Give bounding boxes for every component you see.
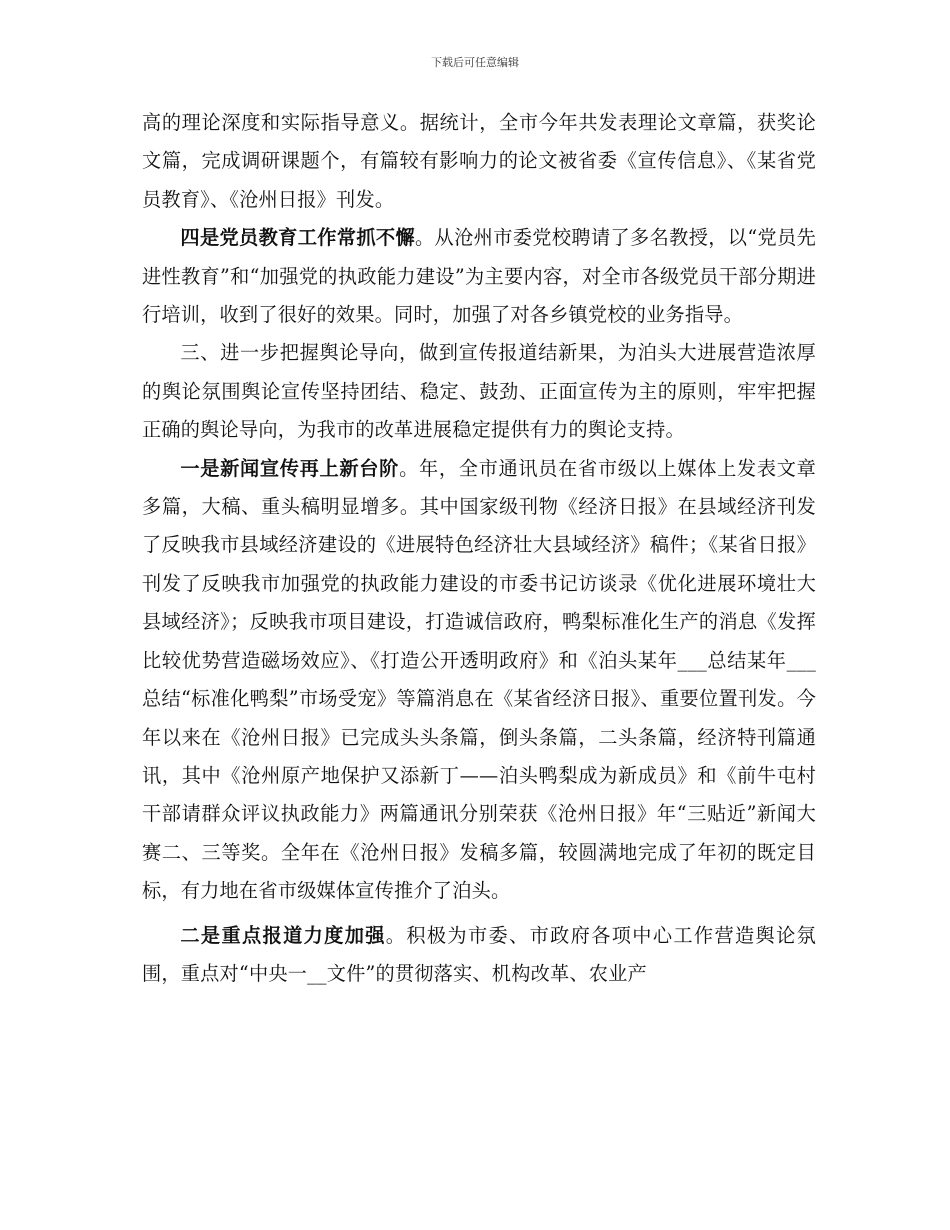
- paragraph-text: 三、进一步把握舆论导向，做到宣传报道结新果，为泊头大进展营造浓厚的舆论氛围舆论宣传坚持团结、稳定、鼓劲、正面宣传为主的原则，牢牢把握正确的舆论导向，为我市的改革进展稳定提供有力的舆论支持。: [142, 341, 816, 442]
- document-body: [142, 104, 816, 993]
- paragraph-lead: 四是党员教育工作常抓不懈: [180, 226, 415, 250]
- paragraph: [142, 334, 816, 449]
- paragraph: [142, 104, 816, 219]
- page-header: 下载后可任意编辑: [431, 56, 519, 69]
- paragraph: [142, 450, 816, 911]
- paragraph-lead: 二是重点报道力度加强: [180, 923, 386, 947]
- paragraph-text: 高的理论深度和实际指导意义。据统计，全市今年共发表理论文章篇，获奖论文篇，完成调研课题个，有篇较有影响力的论文被省委《宣传信息》、《某省党员教育》、《沧州日报》刊发。: [142, 111, 816, 211]
- paragraph: [142, 917, 816, 994]
- paragraph-text: 。从沧州市委党校聘请了多名教授，以“党员先进性教育”和“加强党的执政能力建设”为主要内容，对全市各级党员干部分期进行培训，收到了很好的效果。同时，加强了对各乡镇党校的业务指导。: [142, 226, 817, 327]
- paragraph: [142, 219, 816, 334]
- paragraph-text: 。积极为市委、市政府各项中心工作营造舆论氛围，重点对“中央一__文件”的贯彻落实、机构改革、农业产: [142, 923, 816, 985]
- paragraph-lead: 一是新闻宣传再上新台阶: [180, 456, 400, 480]
- paragraph-text: 。年，全市通讯员在省市级以上媒体上发表文章多篇，大稿、重头稿明显增多。其中国家级刊物《经济日报》在县域经济刊发了反映我市县域经济建设的《进展特色经济壮大县域经济》稿件；《某省日报》刊发了反映我市加强党的执政能力建设的市委书记访谈录《优化进展环境壮大县域经济》；反映我市项目建设，打造诚信政府，鸭梨标准化生产的消息《发挥比较优势营造磁场效应》、《打造公开透明政府》和《泊头某年___总结某年___总结“标准化鸭梨”市场受宠》等篇消息在《某省经济日报》、重要位置刊发。今年以来在《沧州日报》已完成头头条篇，倒头条篇，二头条篇，经济特刊篇通讯，其中《沧州原产地保护又添新丁——泊头鸭梨成为新成员》和《前牛屯村干部请群众评议执政能力》两篇通讯分别荣获《沧州日报》年“三贴近”新闻大赛二、三等奖。全年在《沧州日报》发稿多篇，较圆满地完成了年初的既定目标，有力地在省市级媒体宣传推介了泊头。: [142, 456, 817, 903]
